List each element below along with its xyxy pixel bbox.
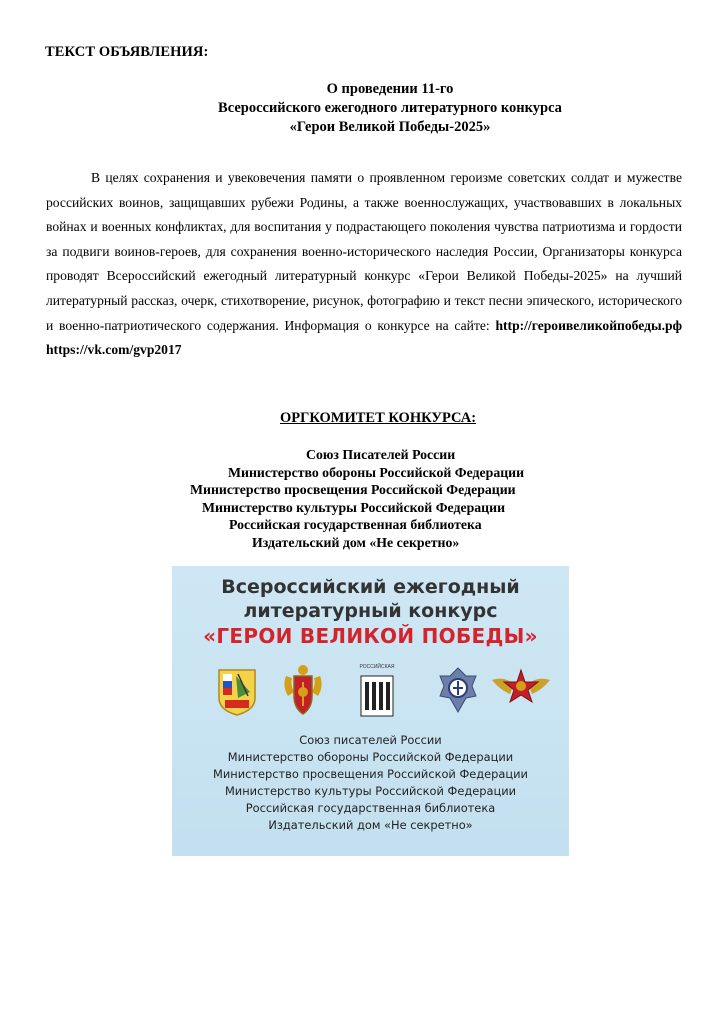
- orgcommittee-list: [0, 446, 724, 551]
- body-text: В целях сохранения и увековечения памяти о проявленном героизме советских солдат и мужестве российских воинов, защищавших рубежи Родины, а также военнослужащих, участвовавших в локальных войнах и военных конфликтах, для воспитания у подрастающего поколения чувства патриотизма и гордости за подвиги воинов-героев, для сохранения военно-исторического наследия России, Организаторы конкурса проводят Всероссийский ежегодный литературный конкурс «Герои Великой Победы-2025» на лучший литературный рассказ, очерк, стихотворение, рисунок, фотографию и текст песни эпического, исторического и военно-патриотического содержания. Информация о конкурсе на сайте:: [46, 170, 682, 333]
- orgcommittee-member: Российская государственная библиотека: [229, 517, 482, 532]
- banner-organizer: Российская государственная библиотека: [245, 801, 496, 815]
- banner-title-line-1: Всероссийский ежегодный: [221, 576, 520, 598]
- banner-organizer: Союз писателей России: [299, 733, 442, 747]
- banner-organizer: Министерство обороны Российской Федерации: [227, 750, 514, 764]
- banner-contest-name: «ГЕРОИ ВЕЛИКОЙ ПОБЕДЫ»: [203, 624, 538, 648]
- banner-organizers-list: [172, 732, 569, 834]
- title-line-3: «Герои Великой Победы-2025»: [289, 119, 491, 135]
- banner-organizer: Министерство культуры Российской Федерации: [224, 784, 517, 798]
- announcement-body: [46, 166, 682, 363]
- banner-organizer: Министерство просвещения Российской Федерации: [213, 767, 528, 781]
- orgcommittee-member: Союз Писателей России: [306, 447, 456, 462]
- contest-banner: [172, 566, 569, 856]
- title-line-1: О проведении 11-го: [326, 81, 454, 97]
- defense-ministry-emblem-icon: [280, 662, 326, 718]
- orgcommittee-member: Министерство культуры Российской Федерации: [202, 499, 506, 515]
- banner-logos: [172, 662, 569, 722]
- navy-emblem-icon: [436, 666, 480, 716]
- orgcommittee-heading: ОРГКОМИТЕТ КОНКУРСА:: [280, 410, 477, 426]
- title-line-2: Всероссийского ежегодного литературного конкурса: [218, 100, 562, 116]
- announcement-label: ТЕКСТ ОБЪЯВЛЕНИЯ:: [45, 44, 209, 60]
- banner-organizer: Издательский дом «Не секретно»: [268, 818, 473, 832]
- orgcommittee-member: Издательский дом «Не секретно»: [252, 534, 460, 550]
- svg-text:РОССИЙСКАЯ: РОССИЙСКАЯ: [359, 664, 395, 670]
- orgcommittee-member: Министерство просвещения Российской Федерации: [190, 482, 516, 497]
- writers-union-logo-icon: [216, 668, 258, 716]
- site-link[interactable]: http://героивеликойпобеды.рф: [495, 317, 682, 333]
- russian-state-library-logo-icon: [357, 662, 397, 718]
- army-emblem-icon: [490, 666, 552, 714]
- orgcommittee-member: Министерство обороны Российской Федерации: [228, 464, 525, 480]
- banner-title-line-2: литературный конкурс: [243, 600, 498, 622]
- announcement-title: [120, 80, 660, 137]
- vk-link[interactable]: https://vk.com/gvp2017: [46, 342, 182, 358]
